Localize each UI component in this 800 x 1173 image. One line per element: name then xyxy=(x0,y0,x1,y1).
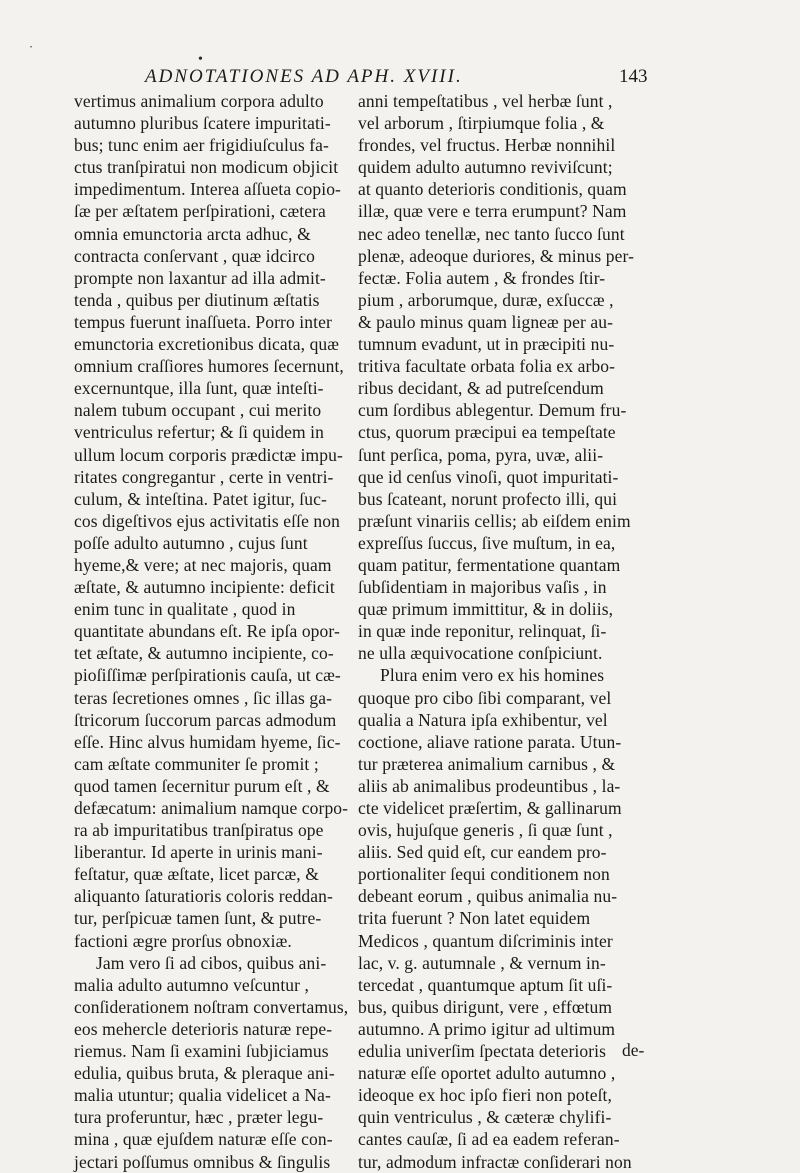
text-line: ſæ per æſtatem perſpirationi, cætera xyxy=(74,201,326,222)
text-line: cum ſordibus ablegentur. Demum fru- xyxy=(358,400,627,421)
text-line: pioſiſſimæ perſpirationis cauſa, ut cæ- xyxy=(74,665,341,686)
text-line: edulia, quibus bruta, & pleraque ani- xyxy=(74,1063,335,1084)
text-line: autumno pluribus ſcatere impuritati- xyxy=(74,113,331,134)
text-line: omnium craſſiores humores ſecernunt, xyxy=(74,356,344,377)
text-line: poſſe adulto autumno , cujus ſunt xyxy=(74,532,308,553)
text-line: Plura enim vero ex his homines xyxy=(380,665,605,686)
text-line: riemus. Nam ſi examini ſubjiciamus xyxy=(74,1041,329,1062)
text-line: excernuntque, illa ſunt, quæ inteſti- xyxy=(74,378,324,399)
text-line: frondes, vel fructus. Herbæ nonnihil xyxy=(358,135,616,156)
text-line: quin ventriculus , & cæteræ chylifi- xyxy=(358,1107,612,1128)
text-line: culum, & inteſtina. Patet igitur, ſuc- xyxy=(74,488,327,509)
text-line: expreſſus ſuccus, ſive muſtum, in ea, xyxy=(358,532,616,553)
text-line: tur, admodum infractæ conſiderari non xyxy=(358,1151,632,1172)
text-line: teras ſecretiones omnes , ſic illas ga- xyxy=(74,687,333,708)
text-line: eos mehercle deterioris naturæ repe- xyxy=(74,1018,333,1039)
text-line: tet æſtate, & autumno incipiente, co- xyxy=(74,643,334,664)
text-line: ullum locum corporis prædictæ impu- xyxy=(74,444,343,465)
text-line: tur, perſpicuæ tamen ſunt, & putre- xyxy=(74,908,322,929)
text-line: ovis, hujuſque generis , ſi quæ ſunt , xyxy=(358,820,613,841)
text-line: vertimus animalium corpora adulto xyxy=(74,91,324,111)
text-line: æſtate, & autumno incipiente: deficit xyxy=(74,577,335,598)
text-line: portionaliter ſequi conditionem non xyxy=(358,864,610,885)
text-line: lac, v. g. autumnale , & vernum in- xyxy=(358,952,606,973)
text-line: que id cenſus vinoſi, quot impuritati- xyxy=(358,466,619,487)
text-line: ſunt perſica, poma, pyra, uvæ, alii- xyxy=(358,444,604,465)
text-line: edulia univerſim ſpectata deterioris xyxy=(358,1041,607,1062)
text-line: pium , arborumque, duræ, exſuccæ , xyxy=(358,289,614,310)
text-line: liberantur. Id aperte in urinis mani- xyxy=(74,842,323,863)
text-line: tenda , quibus per diutinum æſtatis xyxy=(74,289,320,310)
ink-speck: • xyxy=(30,45,33,51)
text-line: eſſe. Hinc alvus humidam hyeme, ſic- xyxy=(74,731,341,752)
text-line: at quanto deterioris conditionis, quam xyxy=(358,179,627,200)
text-line: cantes cauſæ, ſi ad ea eadem referan- xyxy=(358,1129,620,1150)
text-line: prompte non laxantur ad illa admit- xyxy=(74,267,326,288)
text-line: præſunt vinariis cellis; ab eiſdem enim xyxy=(358,510,631,531)
text-line: quidem adulto autumno reviviſcunt; xyxy=(358,157,613,178)
text-line: Jam vero ſi ad cibos, quibus ani- xyxy=(96,952,327,973)
text-line: cam æſtate communiter ſe promit ; xyxy=(74,753,319,774)
text-line: ne ulla æquivocatione conſpiciunt. xyxy=(358,643,603,664)
text-line: contracta conſervant , quæ idcirco xyxy=(74,245,316,266)
text-line: quæ primum immittitur, & in doliis, xyxy=(358,599,614,620)
text-line: tumnum evadunt, ut in præcipiti nu- xyxy=(358,334,615,355)
text-line: quoque pro cibo ſibi comparant, vel xyxy=(358,687,612,708)
right-text-column xyxy=(358,90,652,1173)
text-line: Medicos , quantum diſcriminis inter xyxy=(358,930,613,951)
text-line: impedimentum. Interea aſſueta copio- xyxy=(74,179,341,200)
text-line: tura proferuntur, hæc , præter legu- xyxy=(74,1107,324,1128)
text-line: cos digeſtivos ejus activitatis eſſe non xyxy=(74,510,340,531)
text-line: tercedat , quantumque aptum ſit uſi- xyxy=(358,974,613,995)
text-line: conſiderationem noſtram convertamus, xyxy=(74,996,349,1017)
text-line: ra ab impuritatibus tranſpiratus ope xyxy=(74,820,324,841)
text-line: tur præterea animalium carnibus , & xyxy=(358,753,616,774)
text-line: bus ſcateant, norunt profecto illi, qui xyxy=(358,488,618,509)
text-line: quam patitur, fermentatione quantam xyxy=(358,554,621,575)
text-line: anni tempeſtatibus , vel herbæ ſunt , xyxy=(358,91,613,111)
text-line: naturæ eſſe oportet adulto autumno , xyxy=(358,1063,616,1084)
catchword: de- xyxy=(622,1040,645,1060)
page-number: 143 xyxy=(619,66,648,87)
text-line: ctus tranſpiratui non modicum objicit xyxy=(74,157,339,178)
text-line: qualia a Natura ipſa exhibentur, vel xyxy=(358,709,608,730)
text-line: fectæ. Folia autem , & frondes ſtir- xyxy=(358,267,606,288)
running-title: ADNOTATIONES AD APH. XVIII. xyxy=(145,66,463,87)
text-line: cte videlicet præſertim, & gallinarum xyxy=(358,798,622,818)
text-line: ventriculus refertur; & ſi quidem in xyxy=(74,422,324,443)
running-header xyxy=(145,66,685,92)
text-line: emunctoria excretionibus dicata, quæ xyxy=(74,334,340,355)
text-line: bus, quibus dirigunt, vere , effœtum xyxy=(358,996,613,1017)
text-line: jectari poſſumus omnibus & ſingulis xyxy=(74,1151,331,1172)
text-line: in quæ inde reponitur, relinquat, ſi- xyxy=(358,621,607,642)
text-line: aliis. Sed quid eſt, cur eandem pro- xyxy=(358,842,607,863)
text-line: malia utuntur; qualia videlicet a Na- xyxy=(74,1085,331,1106)
text-line: quantitate abundans eſt. Re ipſa opor- xyxy=(74,621,340,642)
text-line: debeant eorum , quibus animalia nu- xyxy=(358,886,618,907)
text-line: ſubſidentiam in majoribus vaſis , in xyxy=(358,577,607,598)
text-line: nec adeo tenellæ, nec tanto ſucco ſunt xyxy=(358,223,625,244)
text-line: coctione, aliave ratione parata. Utun- xyxy=(358,731,622,752)
text-line: ideoque ex hoc ipſo fieri non poteſt, xyxy=(358,1085,612,1106)
text-line: ribus decidant, & ad putreſcendum xyxy=(358,378,604,399)
text-line: ctus, quorum præcipui ea tempeſtate xyxy=(358,422,616,443)
text-line: ſtricorum ſuccorum parcas admodum xyxy=(74,709,337,730)
text-line: vel arborum , ſtirpiumque folia , & xyxy=(358,113,605,134)
text-line: trita fuerunt ? Non latet equidem xyxy=(358,908,591,929)
text-line: hyeme,& vere; at nec majoris, quam xyxy=(74,554,332,575)
text-line: mina , quæ ejuſdem naturæ eſſe con- xyxy=(74,1129,333,1150)
text-line: plenæ, adeoque duriores, & minus per- xyxy=(358,245,634,266)
text-line: illæ, quæ vere e terra erumpunt? Nam xyxy=(358,201,627,222)
text-line: & paulo minus quam ligneæ per au- xyxy=(358,311,614,332)
text-line: enim tunc in qualitate , quod in xyxy=(74,599,296,620)
text-line: omnia emunctoria arcta adhuc, & xyxy=(74,223,311,244)
text-line: factioni ægre prorſus obnoxiæ. xyxy=(74,930,292,951)
text-line: aliis ab animalibus prodeuntibus , la- xyxy=(358,775,621,796)
text-line: malia adulto autumno veſcuntur , xyxy=(74,974,310,995)
text-line: autumno. A primo igitur ad ultimum xyxy=(358,1018,616,1039)
text-line: bus; tunc enim aer frigidiuſculus fa- xyxy=(74,135,329,156)
text-line: tritiva facultate orbata folia ex arbo- xyxy=(358,356,616,377)
text-line: defæcatum: animalium namque corpo- xyxy=(74,798,349,818)
ink-dot: • xyxy=(198,52,203,67)
text-line: nalem tubum occupant , cui merito xyxy=(74,400,322,421)
left-text-column xyxy=(74,90,349,1173)
text-line: tempus fuerunt inaſſueta. Porro inter xyxy=(74,311,332,332)
text-line: quod tamen ſecernitur purum eſt , & xyxy=(74,775,330,796)
text-line: ritates congregantur , certe in ventri- xyxy=(74,466,334,487)
text-line: aliquanto ſaturatioris coloris reddan- xyxy=(74,886,333,907)
text-line: feſtatur, quæ æſtate, licet parcæ, & xyxy=(74,864,319,885)
